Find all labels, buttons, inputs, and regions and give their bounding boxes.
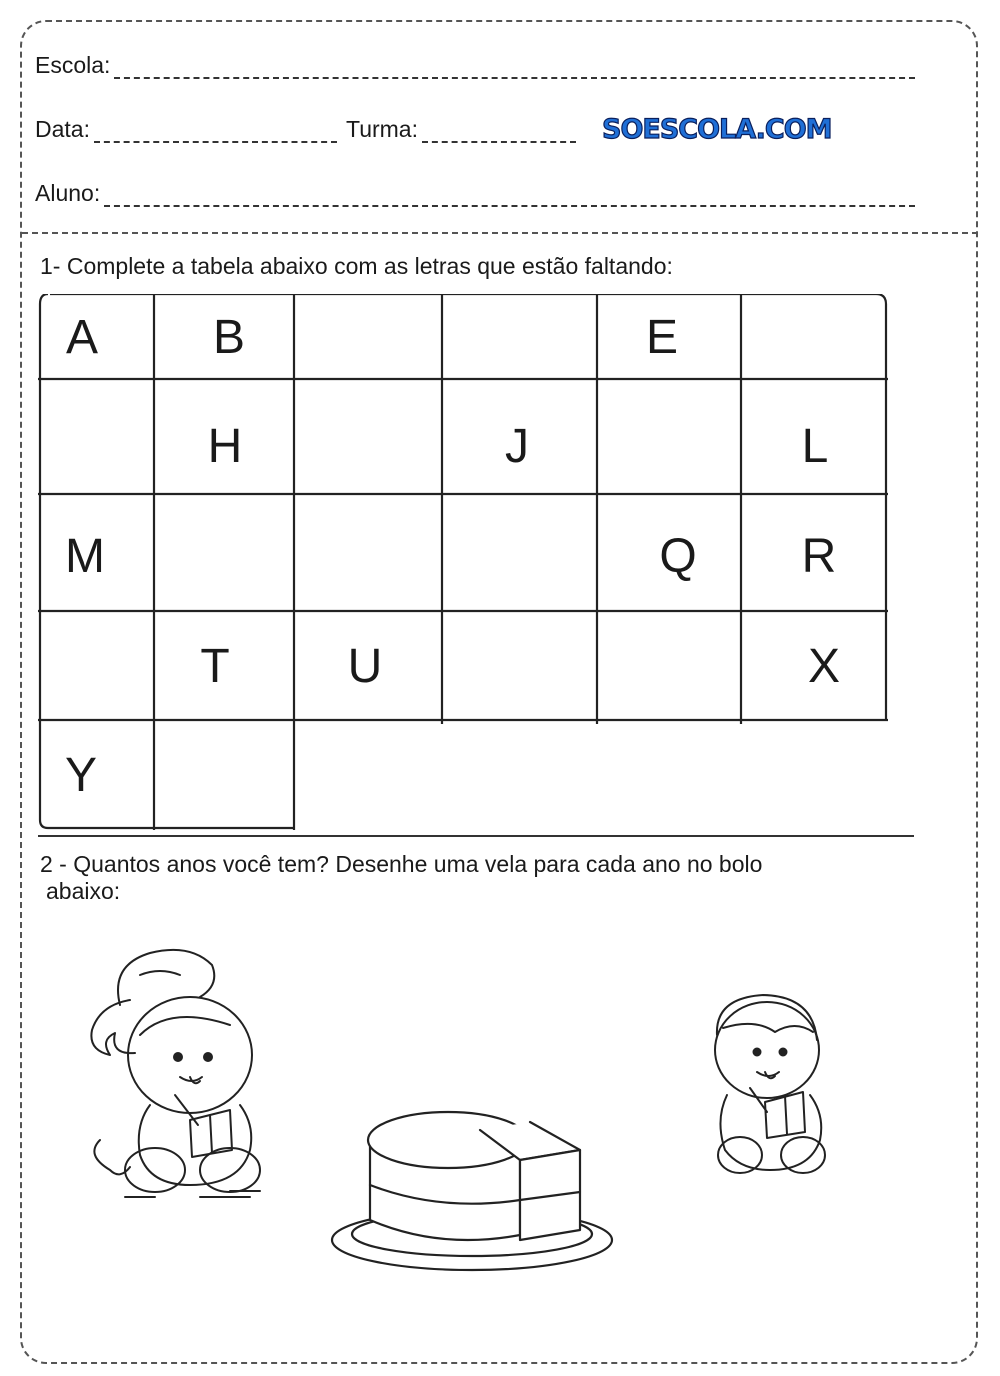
alphabet-grid bbox=[38, 294, 888, 830]
cake-illustration bbox=[330, 1100, 630, 1280]
school-line[interactable] bbox=[114, 59, 915, 79]
grid-cell-r3c6: R bbox=[801, 530, 837, 583]
section-divider bbox=[38, 835, 914, 837]
grid-cell-r1c5: E bbox=[645, 311, 679, 364]
site-logo: SOESCOLA.COM bbox=[602, 114, 832, 145]
grid-cell-r1c2: B bbox=[212, 311, 246, 364]
grid-lines bbox=[38, 294, 888, 830]
grid-cell-r4c3: U bbox=[347, 640, 383, 693]
grid-cell-r2c6: L bbox=[801, 420, 829, 473]
date-field bbox=[35, 116, 337, 143]
grid-cell-r3c5: Q bbox=[659, 530, 697, 583]
grid-cell-r5c1: Y bbox=[64, 749, 98, 802]
date-label: Data: bbox=[35, 116, 90, 142]
grid-cell-r1c1: A bbox=[65, 311, 99, 364]
class-label: Turma: bbox=[346, 116, 418, 142]
header-divider bbox=[22, 232, 978, 234]
class-line[interactable] bbox=[422, 123, 576, 143]
grid-cell-r2c2: H bbox=[207, 420, 243, 473]
girl-reading-illustration bbox=[80, 945, 280, 1205]
date-line[interactable] bbox=[94, 123, 337, 143]
school-label: Escola: bbox=[35, 52, 111, 78]
boy-reading-illustration bbox=[705, 990, 835, 1180]
student-field bbox=[35, 180, 915, 207]
question-1-text: 1- Complete a tabela abaixo com as letras que estão faltando: bbox=[40, 253, 673, 279]
student-line[interactable] bbox=[104, 187, 915, 207]
grid-cell-r4c6: X bbox=[807, 640, 841, 693]
question-2-line-2: abaixo: bbox=[46, 878, 121, 904]
school-field bbox=[35, 52, 915, 79]
grid-cell-r2c4: J bbox=[505, 420, 529, 473]
grid-cell-r4c2: T bbox=[200, 640, 230, 693]
class-field bbox=[346, 116, 576, 143]
grid-cell-r3c1: M bbox=[65, 530, 105, 583]
student-label: Aluno: bbox=[35, 180, 101, 206]
question-2-line-1: 2 - Quantos anos você tem? Desenhe uma vela para cada ano no bolo bbox=[40, 851, 763, 877]
